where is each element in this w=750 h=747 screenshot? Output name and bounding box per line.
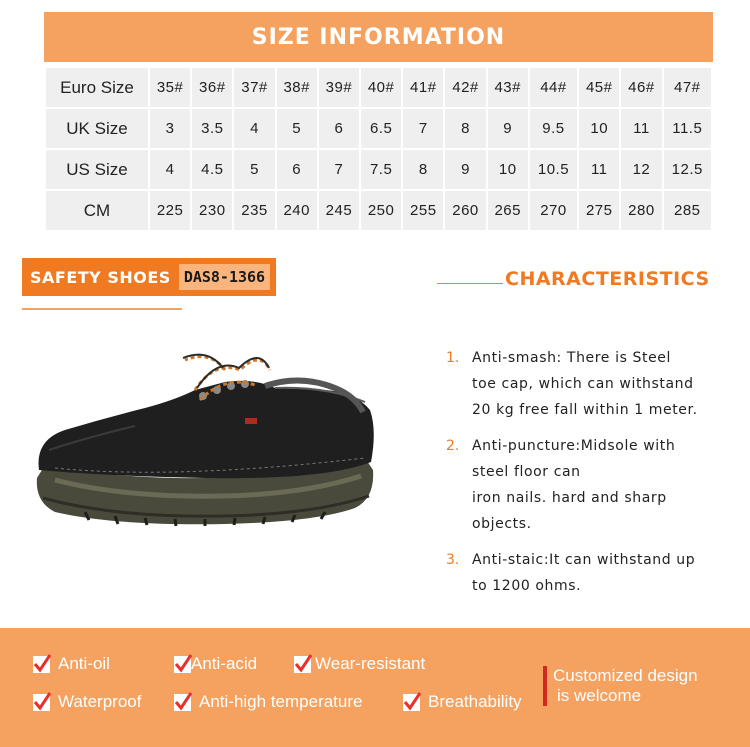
table-cell: 11: [621, 109, 661, 148]
table-cell: 4.5: [192, 150, 232, 189]
item-text: iron nails. hard and sharp: [472, 490, 667, 506]
table-cell: 6: [319, 109, 359, 148]
table-row-uk: [46, 109, 711, 148]
item-text: 20 kg free fall within 1 meter.: [472, 402, 698, 418]
table-cell: 240: [277, 191, 317, 230]
item-text: Anti-smash: There is Steel: [472, 350, 672, 366]
feature-anti-oil: [33, 654, 110, 674]
checkbox-icon: [174, 694, 191, 711]
characteristics-list: [446, 345, 746, 609]
item-text: Anti-staic:It can withstand up: [472, 552, 696, 568]
table-cell: 3.5: [192, 109, 232, 148]
feature-waterproof: [33, 692, 141, 712]
table-cell: 43#: [488, 68, 528, 107]
characteristics-title: CHARACTERISTICS: [505, 268, 710, 290]
checkbox-icon: [294, 656, 311, 673]
feature-anti-acid: [174, 654, 257, 674]
table-cell: 270: [530, 191, 577, 230]
table-cell: 5: [234, 150, 274, 189]
checkbox-icon: [403, 694, 420, 711]
item-number: 3.: [446, 552, 460, 568]
table-cell: 8: [445, 109, 485, 148]
feature-label: Waterproof: [58, 692, 142, 711]
item-text: toe cap, which can withstand: [472, 376, 694, 392]
table-cell: 260: [445, 191, 485, 230]
table-cell: 245: [319, 191, 359, 230]
table-cell: 7.5: [361, 150, 401, 189]
characteristics-line: [437, 283, 503, 284]
custom-accent-bar: [543, 666, 547, 706]
table-cell: 285: [664, 191, 711, 230]
table-cell: 11.5: [664, 109, 711, 148]
table-cell: 275: [579, 191, 619, 230]
feature-anti-high-temperature: [174, 692, 362, 712]
table-cell: 7: [319, 150, 359, 189]
row-label: US Size: [46, 150, 148, 189]
table-cell: 5: [277, 109, 317, 148]
table-cell: 46#: [621, 68, 661, 107]
table-cell: 47#: [664, 68, 711, 107]
title-underline: [22, 308, 182, 310]
table-row-cm: [46, 191, 711, 230]
row-label: Euro Size: [46, 68, 148, 107]
checkbox-icon: [33, 694, 50, 711]
table-cell: 10: [579, 109, 619, 148]
table-cell: 12.5: [664, 150, 711, 189]
feature-breathability: [403, 692, 522, 712]
item-text: to 1200 ohms.: [472, 578, 582, 594]
table-cell: 280: [621, 191, 661, 230]
feature-label: Anti-oil: [58, 654, 110, 673]
item-number: 2.: [446, 438, 460, 454]
list-item: [446, 345, 746, 423]
feature-label: Anti-acid: [191, 654, 258, 673]
feature-label: Wear-resistant: [315, 654, 426, 673]
table-cell: 44#: [530, 68, 577, 107]
table-cell: 9: [488, 109, 528, 148]
size-information-title: SIZE INFORMATION: [251, 24, 506, 50]
table-cell: 9.5: [530, 109, 577, 148]
feature-label: Anti-high temperature: [199, 692, 363, 711]
size-table: [44, 66, 713, 232]
safety-shoe-image: [25, 330, 385, 540]
checkbox-icon: [33, 656, 50, 673]
table-cell: 6.5: [361, 109, 401, 148]
table-cell: 10: [488, 150, 528, 189]
checkbox-icon: [174, 656, 191, 673]
table-cell: 255: [403, 191, 443, 230]
table-cell: 4: [150, 150, 190, 189]
size-information-header: [44, 12, 713, 62]
table-cell: 3: [150, 109, 190, 148]
product-title: SAFETY SHOES: [30, 267, 171, 287]
feature-wear-resistant: [294, 654, 425, 674]
table-cell: 42#: [445, 68, 485, 107]
item-text: Anti-puncture:Midsole with: [472, 438, 676, 454]
table-row-euro: [46, 68, 711, 107]
item-text: steel floor can: [472, 464, 581, 480]
table-cell: 41#: [403, 68, 443, 107]
item-text: objects.: [472, 516, 532, 532]
table-cell: 230: [192, 191, 232, 230]
custom-line-1: Customized design: [553, 666, 698, 685]
table-cell: 11: [579, 150, 619, 189]
table-cell: 9: [445, 150, 485, 189]
table-cell: 235: [234, 191, 274, 230]
item-number: 1.: [446, 350, 460, 366]
list-item: [446, 433, 746, 537]
table-cell: 265: [488, 191, 528, 230]
table-cell: 225: [150, 191, 190, 230]
table-cell: 36#: [192, 68, 232, 107]
table-cell: 6: [277, 150, 317, 189]
table-cell: 4: [234, 109, 274, 148]
row-label: UK Size: [46, 109, 148, 148]
product-title-banner: [22, 258, 276, 296]
product-model: DAS8-1366: [179, 264, 270, 290]
table-cell: 37#: [234, 68, 274, 107]
custom-line-2: is welcome: [557, 686, 642, 705]
row-label: CM: [46, 191, 148, 230]
table-cell: 38#: [277, 68, 317, 107]
table-row-us: [46, 150, 711, 189]
table-cell: 7: [403, 109, 443, 148]
table-cell: 250: [361, 191, 401, 230]
table-cell: 8: [403, 150, 443, 189]
table-cell: 12: [621, 150, 661, 189]
table-cell: 39#: [319, 68, 359, 107]
table-cell: 35#: [150, 68, 190, 107]
customized-design-note: [553, 666, 698, 706]
table-cell: 10.5: [530, 150, 577, 189]
list-item: [446, 547, 746, 599]
table-cell: 40#: [361, 68, 401, 107]
table-cell: 45#: [579, 68, 619, 107]
feature-label: Breathability: [428, 692, 522, 711]
